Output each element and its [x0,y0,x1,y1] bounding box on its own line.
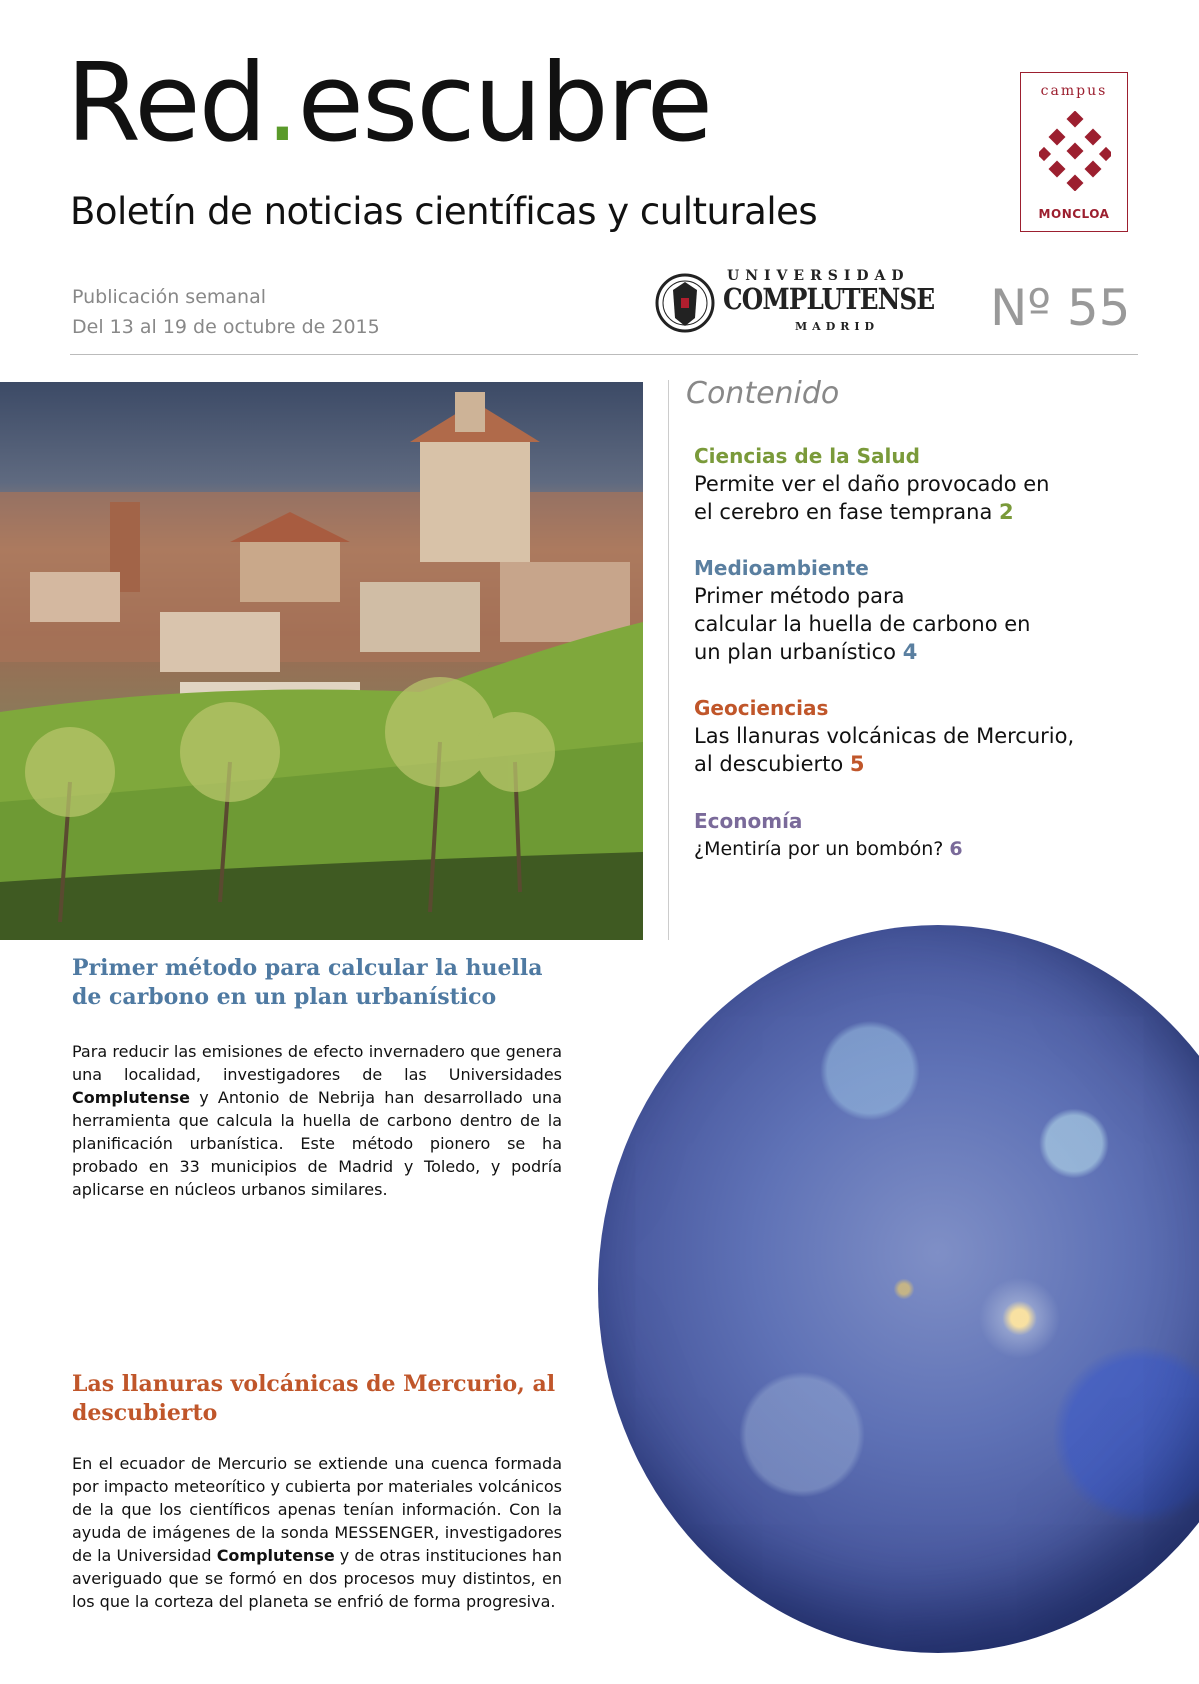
contents-line: Primer método para [694,584,905,608]
contents-item-geociencias[interactable] [694,694,1094,778]
column-divider [668,380,669,940]
campus-logo-bottom-text: MONCLOA [1038,207,1110,221]
ucm-line1: UNIVERSIDAD [727,268,910,284]
contents-heading: Contenido [686,376,840,411]
title-dot: . [265,41,298,166]
contents-item-medioambiente[interactable] [694,554,1094,666]
contents-line: Las llanuras volcánicas de Mercurio, [694,724,1075,748]
title-part-escubre: escubre [297,41,712,166]
article-carbon-bold: Complutense [72,1088,190,1107]
ucm-line3: MADRID [795,320,880,333]
ucm-line2: COMPLUTENSE [723,282,935,316]
contents-line: Permite ver el daño provocado en [694,472,1050,496]
contents-page-number: 5 [849,752,865,776]
article-mercury-text-end: y de otras instituciones han averiguado que se formó en dos procesos muy distintos, en los que la corteza del planeta se enfrió de forma progresiva. [72,1546,563,1611]
article-mercury-body [72,1452,562,1613]
contents-line: ¿Mentiría por un bombón? [694,838,944,860]
contents-category: Ciencias de la Salud [694,444,920,468]
newsletter-subtitle: Boletín de noticias científicas y culturales [70,190,818,233]
publication-info [72,282,380,342]
header-divider [70,354,1138,355]
article-carbon-body [72,1040,562,1201]
article-carbon-text: Para reducir las emisiones de efecto invernadero que genera una localidad, investigadores de las Universidades [72,1042,562,1084]
issue-number: Nº 55 [990,279,1131,337]
mercury-planet-image [598,925,1199,1653]
contents-category: Medioambiente [694,556,869,580]
contents-item-economia[interactable] [694,807,1094,863]
newsletter-title [66,41,712,166]
article-carbon-text-end: y Antonio de Nebrija han desarrollado una herramienta que calcula la huella de carbono dentro de la planificación urbanística. Este método pionero se ha probado en 33 municipios de Madrid y Toledo, y podría aplicarse en núcleos urbanos similares. [72,1088,562,1199]
article-mercury-bold: Complutense [216,1546,335,1565]
ucm-logo [655,268,935,338]
contents-page-number: 4 [902,640,918,664]
contents-page-number: 2 [999,500,1014,524]
article-mercury-text: En el ecuador de Mercurio se extiende una cuenca formada por impacto meteorítico y cubierta por materiales volcánicos de la que los científicos apenas tenían información. Con la ayuda de imágenes de la sonda MESSENGER, investigadores de la Universidad [72,1454,562,1565]
title-part-red: Red [66,41,266,166]
contents-line: el cerebro en fase temprana [694,500,993,524]
publication-frequency: Publicación semanal [72,286,267,308]
contents-category: Geociencias [694,696,829,720]
campus-moncloa-logo [1020,72,1128,232]
contents-line: al descubierto [694,752,844,776]
article-carbon-title: Primer método para calcular la huella de carbono en un plan urbanístico [72,955,543,1010]
campus-emblem-icon [1039,111,1111,191]
contents-line: un plan urbanístico [694,640,897,664]
town-photo-illustration [0,382,643,940]
publication-dates: Del 13 al 19 de octubre de 2015 [72,316,380,338]
town-landscape-photo [0,382,643,940]
campus-logo-top-text: campus [1040,83,1108,99]
contents-category: Economía [694,809,803,833]
article-mercury-title: Las llanuras volcánicas de Mercurio, al descubierto [72,1371,556,1426]
contents-item-salud[interactable] [694,442,1094,526]
contents-line: calcular la huella de carbono en [694,612,1031,636]
contents-page-number: 6 [949,838,963,860]
ucm-crest-icon [655,268,715,338]
